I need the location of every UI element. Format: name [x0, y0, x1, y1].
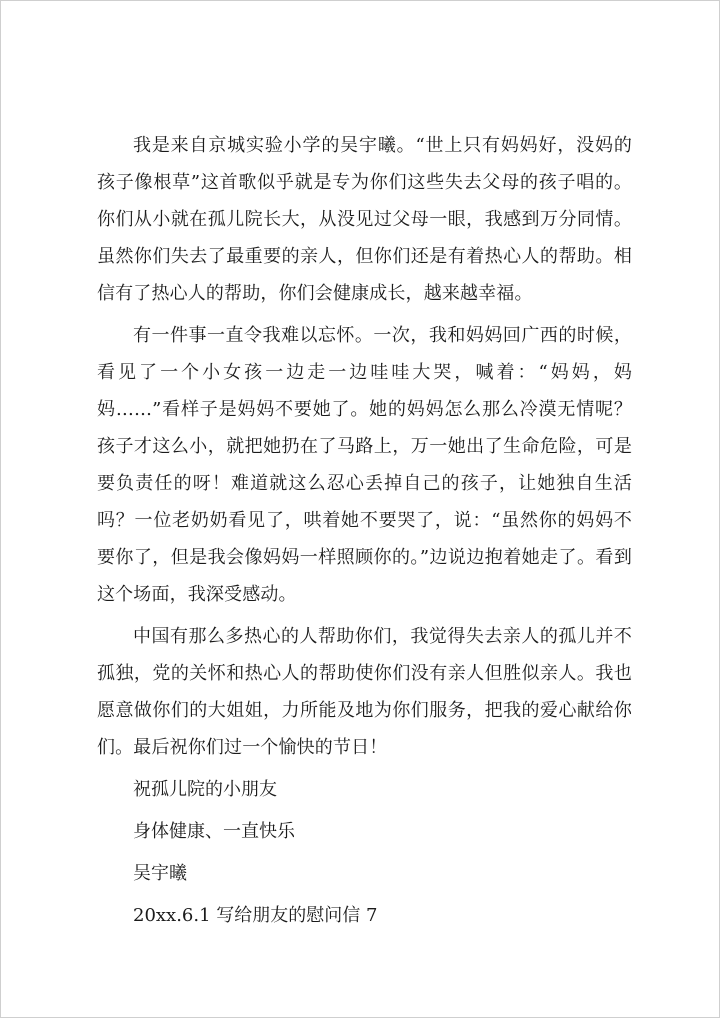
signature: 吴宇曦 [133, 863, 187, 884]
paragraph-1: 我是来自京城实验小学的吴宇曦。“世上只有妈妈好，没妈的孩子像根草”这首歌似乎就是专为你们这些失去父母的孩子唱的。你们从小就在孤儿院长大，从没见过父母一眼，我感到万分同情。虽然你们失去了最重要的亲人，但你们还是有着热心人的帮助。相信有了热心人的帮助，你们会健康成长，越来越幸福。 [97, 135, 632, 304]
paragraph-3: 中国有那么多热心的人帮助你们，我觉得失去亲人的孤儿并不孤独，党的关怀和热心人的帮助使你们没有亲人但胜似亲人。我也愿意做你们的大姐姐，力所能及地为你们服务，把我的爱心献给你们。最后祝你们过一个愉快的节日！ [97, 626, 632, 758]
paragraph-2: 有一件事一直令我难以忘怀。一次，我和妈妈回广西的时候，看见了一个小女孩一边走一边哇哇大哭，喊着：“妈妈，妈妈……”看样子是妈妈不要她了。她的妈妈怎么那么冷漠无情呢？孩子才这么小，就把她扔在了马路上，万一她出了生命危险，可是要负责任的呀！难道就这么忍心丢掉自己的孩子，让她独自生活吗？一位老奶奶看见了，哄着她不要哭了，说：“虽然你的妈妈不要你了，但是我会像妈妈一样照顾你的。”边说边抱着她走了。看到这个场面，我深受感动。 [97, 325, 632, 605]
closing-wish: 身体健康、一直快乐 [133, 821, 295, 842]
date-and-title-line: 20xx.6.1 写给朋友的慰问信 7 [133, 905, 378, 926]
letter-body [97, 127, 632, 934]
closing-wish-recipient: 祝孤儿院的小朋友 [133, 779, 277, 800]
